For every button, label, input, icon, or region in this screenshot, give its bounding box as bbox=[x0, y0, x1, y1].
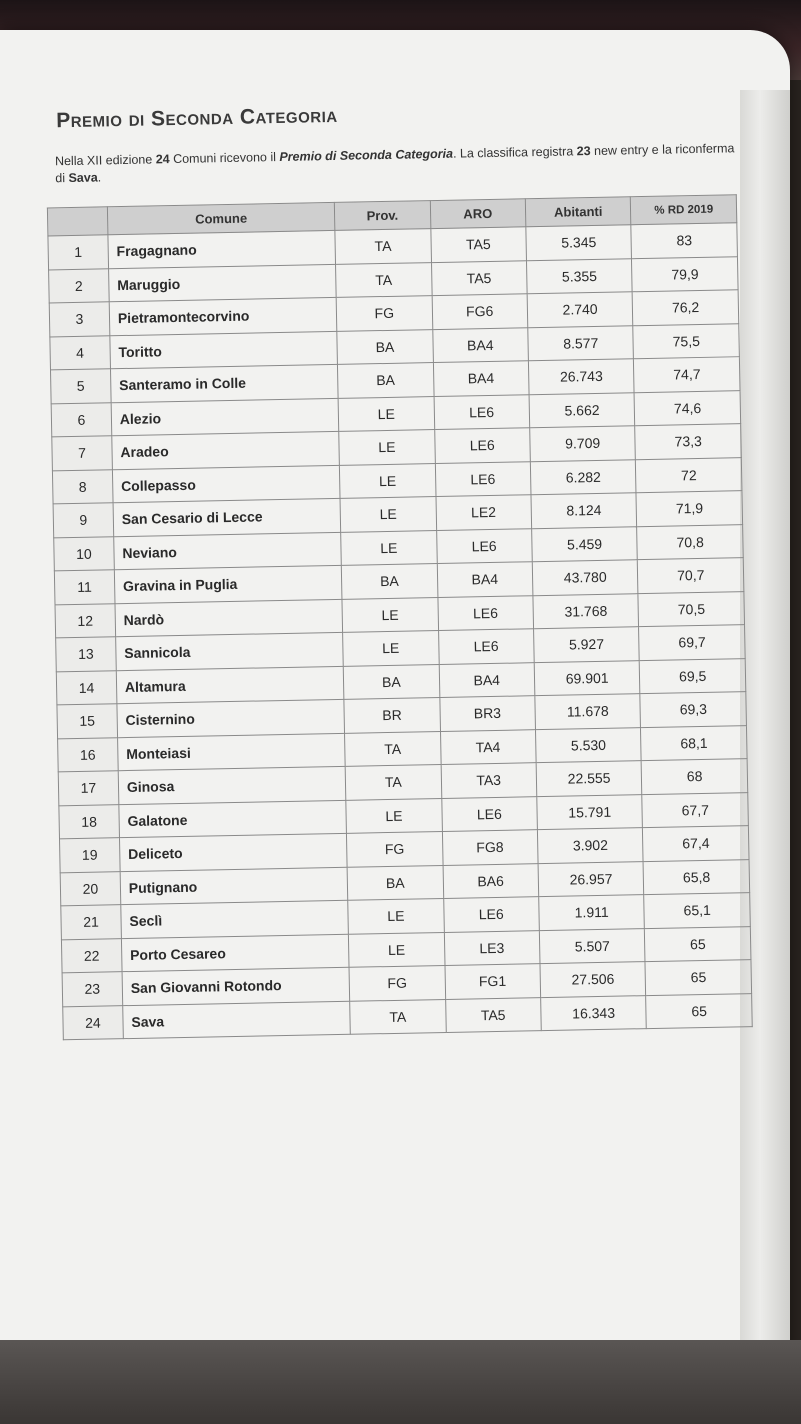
cell-rd: 73,3 bbox=[635, 424, 741, 460]
cell-aro: LE6 bbox=[438, 629, 534, 664]
cell-abitanti: 9.709 bbox=[530, 426, 636, 462]
cell-aro: BA4 bbox=[437, 562, 533, 597]
cell-rank: 6 bbox=[51, 402, 111, 437]
cell-rd: 79,9 bbox=[632, 256, 738, 292]
cell-comune: Deliceto bbox=[119, 833, 347, 871]
cell-aro: LE6 bbox=[435, 461, 531, 496]
cell-aro: LE2 bbox=[436, 495, 532, 530]
intro-text: new entry e la riconferma di bbox=[55, 141, 735, 186]
cell-rank: 11 bbox=[54, 570, 114, 605]
cell-aro: LE6 bbox=[434, 428, 530, 463]
cell-prov: LE bbox=[348, 898, 444, 933]
cell-rd: 70,8 bbox=[637, 524, 743, 560]
header-comune: Comune bbox=[107, 202, 335, 234]
cell-rank: 13 bbox=[56, 637, 116, 672]
cell-prov: FG bbox=[349, 965, 445, 1000]
cell-prov: BA bbox=[341, 564, 437, 599]
cell-aro: BR3 bbox=[439, 696, 535, 731]
cell-rd: 76,2 bbox=[633, 290, 739, 326]
cell-aro: TA3 bbox=[441, 763, 537, 798]
cell-abitanti: 26.957 bbox=[538, 861, 644, 897]
cell-abitanti: 69.901 bbox=[534, 660, 640, 696]
cell-rd: 69,7 bbox=[639, 625, 745, 661]
cell-abitanti: 8.577 bbox=[528, 325, 634, 361]
cell-prov: TA bbox=[336, 262, 432, 297]
intro-text: Nella XII edizione bbox=[54, 152, 156, 169]
cell-rd: 75,5 bbox=[633, 323, 739, 359]
intro-text: . La classifica registra bbox=[452, 144, 577, 161]
cell-rd: 68 bbox=[642, 759, 748, 795]
cell-aro: BA4 bbox=[439, 662, 535, 697]
cell-comune: Neviano bbox=[114, 532, 342, 570]
cell-abitanti: 16.343 bbox=[541, 995, 647, 1031]
cell-rank: 20 bbox=[60, 871, 120, 906]
cell-abitanti: 3.902 bbox=[537, 828, 643, 864]
cell-comune: Gravina in Puglia bbox=[114, 565, 342, 603]
cell-rd: 69,5 bbox=[640, 658, 746, 694]
cell-abitanti: 5.355 bbox=[526, 258, 632, 294]
cell-comune: Collepasso bbox=[112, 465, 340, 503]
cell-prov: LE bbox=[349, 932, 445, 967]
cell-abitanti: 26.743 bbox=[528, 359, 634, 395]
cell-prov: LE bbox=[340, 463, 436, 498]
cell-abitanti: 5.927 bbox=[533, 627, 639, 663]
cell-aro: BA6 bbox=[443, 863, 539, 898]
page-title: Premio di Seconda Categoria bbox=[55, 103, 338, 133]
cell-rank: 12 bbox=[55, 603, 115, 638]
cell-abitanti: 27.506 bbox=[540, 962, 646, 998]
cell-rank: 8 bbox=[52, 469, 112, 504]
cell-aro: FG6 bbox=[432, 294, 528, 329]
intro-count: 24 bbox=[155, 152, 170, 167]
cell-rank: 19 bbox=[59, 838, 119, 873]
cell-rd: 65 bbox=[645, 926, 751, 962]
cell-rd: 67,7 bbox=[642, 792, 748, 828]
header-prov: Prov. bbox=[334, 201, 430, 231]
cell-abitanti: 5.459 bbox=[532, 526, 638, 562]
cell-aro: FG8 bbox=[442, 830, 538, 865]
intro-text: . bbox=[97, 170, 102, 185]
cell-abitanti: 5.507 bbox=[539, 928, 645, 964]
cell-prov: TA bbox=[335, 229, 431, 264]
cell-rd: 67,4 bbox=[643, 826, 749, 862]
cell-comune: Sannicola bbox=[115, 632, 343, 670]
cell-aro: LE6 bbox=[441, 796, 537, 831]
cell-comune: Galatone bbox=[119, 800, 347, 838]
cell-aro: LE3 bbox=[444, 930, 540, 965]
cell-prov: LE bbox=[338, 396, 434, 431]
cell-aro: LE6 bbox=[434, 394, 530, 429]
cell-comune: Toritto bbox=[110, 331, 338, 369]
cell-rd: 71,9 bbox=[636, 491, 742, 527]
cell-abitanti: 8.124 bbox=[531, 493, 637, 529]
page-content bbox=[18, 95, 790, 1040]
cell-abitanti: 15.791 bbox=[537, 794, 643, 830]
cell-comune: Altamura bbox=[116, 666, 344, 704]
header-rank bbox=[47, 207, 107, 236]
cell-prov: TA bbox=[345, 765, 441, 800]
cell-rd: 72 bbox=[636, 457, 742, 493]
cell-rank: 1 bbox=[48, 235, 108, 270]
cell-abitanti: 11.678 bbox=[535, 694, 641, 730]
cell-comune: San Giovanni Rotondo bbox=[122, 967, 350, 1005]
cell-rd: 68,1 bbox=[641, 725, 747, 761]
cell-rd: 69,3 bbox=[640, 692, 746, 728]
cell-rd: 70,5 bbox=[638, 591, 744, 627]
cell-prov: BA bbox=[337, 329, 433, 364]
cell-rd: 65 bbox=[646, 993, 752, 1029]
cell-rank: 7 bbox=[52, 436, 112, 471]
cell-prov: FG bbox=[336, 296, 432, 331]
cell-aro: TA4 bbox=[440, 729, 536, 764]
cell-rd: 74,7 bbox=[634, 357, 740, 393]
book-page bbox=[0, 30, 790, 1390]
background-bottom bbox=[0, 1340, 801, 1424]
cell-rd: 65,8 bbox=[643, 859, 749, 895]
cell-rank: 24 bbox=[63, 1005, 123, 1040]
cell-rank: 10 bbox=[54, 536, 114, 571]
header-abitanti: Abitanti bbox=[525, 197, 631, 227]
cell-aro: BA4 bbox=[432, 327, 528, 362]
cell-prov: LE bbox=[341, 530, 437, 565]
cell-comune: Ginosa bbox=[118, 766, 346, 804]
cell-comune: Cisternino bbox=[117, 699, 345, 737]
cell-prov: LE bbox=[339, 430, 435, 465]
cell-comune: Putignano bbox=[120, 867, 348, 905]
header-rd: % RD 2019 bbox=[631, 195, 737, 225]
intro-award: Premio di Seconda Categoria bbox=[279, 146, 454, 164]
cell-aro: LE6 bbox=[436, 528, 532, 563]
cell-abitanti: 31.768 bbox=[533, 593, 639, 629]
cell-comune: Nardò bbox=[115, 599, 343, 637]
ranking-table bbox=[47, 194, 753, 1040]
cell-prov: TA bbox=[350, 999, 446, 1034]
cell-rank: 3 bbox=[49, 302, 109, 337]
intro-paragraph bbox=[55, 140, 736, 187]
intro-text: Comuni ricevono il bbox=[169, 149, 280, 167]
cell-comune: Santeramo in Colle bbox=[110, 364, 338, 402]
cell-rd: 83 bbox=[631, 223, 737, 259]
cell-abitanti: 22.555 bbox=[536, 761, 642, 797]
cell-abitanti: 1.911 bbox=[539, 895, 645, 931]
cell-abitanti: 5.530 bbox=[535, 727, 641, 763]
cell-abitanti: 5.345 bbox=[526, 225, 632, 261]
cell-comune: San Cesario di Lecce bbox=[113, 498, 341, 536]
cell-prov: LE bbox=[342, 597, 438, 632]
cell-abitanti: 6.282 bbox=[530, 459, 636, 495]
cell-comune: Monteiasi bbox=[117, 733, 345, 771]
cell-prov: LE bbox=[340, 497, 436, 532]
cell-comune: Porto Cesareo bbox=[121, 934, 349, 972]
cell-rank: 18 bbox=[59, 804, 119, 839]
intro-confirmed: Sava bbox=[68, 170, 98, 186]
cell-rd: 65,1 bbox=[644, 893, 750, 929]
cell-prov: TA bbox=[345, 731, 441, 766]
header-aro: ARO bbox=[430, 199, 526, 229]
cell-abitanti: 5.662 bbox=[529, 392, 635, 428]
intro-new-count: 23 bbox=[576, 144, 591, 159]
cell-rank: 16 bbox=[58, 737, 118, 772]
cell-prov: BA bbox=[338, 363, 434, 398]
cell-aro: TA5 bbox=[431, 260, 527, 295]
cell-rank: 17 bbox=[58, 771, 118, 806]
cell-prov: BR bbox=[344, 698, 440, 733]
cell-rd: 70,7 bbox=[638, 558, 744, 594]
cell-comune: Maruggio bbox=[108, 264, 336, 302]
cell-rank: 2 bbox=[49, 268, 109, 303]
cell-rank: 21 bbox=[61, 905, 121, 940]
cell-aro: LE6 bbox=[443, 897, 539, 932]
cell-prov: BA bbox=[347, 865, 443, 900]
cell-comune: Aradeo bbox=[112, 431, 340, 469]
cell-aro: TA5 bbox=[445, 997, 541, 1032]
cell-rank: 14 bbox=[56, 670, 116, 705]
cell-comune: Fragagnano bbox=[108, 230, 336, 268]
cell-rank: 23 bbox=[62, 972, 122, 1007]
cell-rank: 15 bbox=[57, 704, 117, 739]
cell-prov: LE bbox=[346, 798, 442, 833]
cell-prov: LE bbox=[343, 631, 439, 666]
cell-rank: 5 bbox=[50, 369, 110, 404]
cell-rd: 74,6 bbox=[634, 390, 740, 426]
cell-comune: Alezio bbox=[111, 398, 339, 436]
cell-comune: Seclì bbox=[121, 900, 349, 938]
cell-rd: 65 bbox=[645, 960, 751, 996]
cell-aro: LE6 bbox=[437, 595, 533, 630]
cell-comune: Pietramontecorvino bbox=[109, 297, 337, 335]
cell-rank: 4 bbox=[50, 335, 110, 370]
cell-prov: FG bbox=[347, 831, 443, 866]
cell-prov: BA bbox=[343, 664, 439, 699]
cell-aro: FG1 bbox=[445, 964, 541, 999]
cell-aro: TA5 bbox=[430, 227, 526, 262]
cell-rank: 9 bbox=[53, 503, 113, 538]
table-body bbox=[48, 223, 752, 1040]
cell-abitanti: 2.740 bbox=[527, 292, 633, 328]
cell-rank: 22 bbox=[61, 938, 121, 973]
cell-abitanti: 43.780 bbox=[532, 560, 638, 596]
cell-comune: Sava bbox=[123, 1001, 351, 1039]
cell-aro: BA4 bbox=[433, 361, 529, 396]
